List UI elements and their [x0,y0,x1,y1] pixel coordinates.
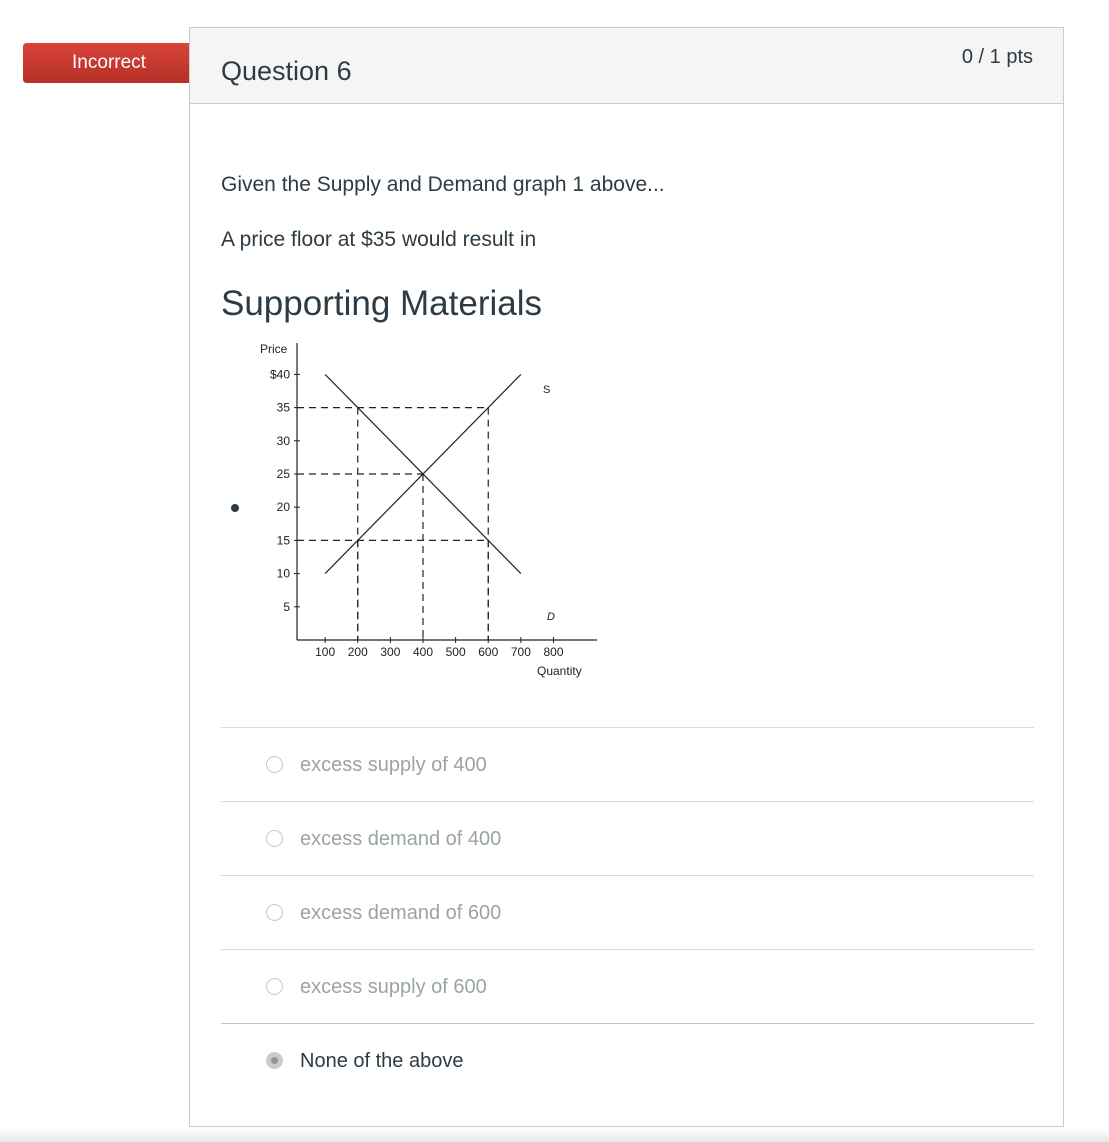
incorrect-badge [23,43,213,83]
y-tick-label: $40 [269,367,290,382]
answer-label: excess supply of 600 [300,976,487,998]
y-tick-label: 10 [276,566,290,581]
answer-label: excess demand of 600 [300,902,502,924]
answer-label: None of the above [300,1050,464,1072]
supporting-materials-title: Supporting Materials [221,284,542,323]
badge-label: Incorrect [72,52,146,73]
y-tick-label: 15 [276,533,290,548]
answer-radio[interactable] [266,756,283,773]
x-tick-label: 800 [543,645,564,659]
supply-demand-graph [252,338,612,678]
answer-label: excess demand of 400 [300,828,502,850]
x-tick-label: 600 [478,645,499,659]
x-axis-label: Quantity [537,664,582,678]
question-title: Question 6 [221,56,352,86]
answer-label: excess supply of 400 [300,754,487,776]
answer-option[interactable] [221,949,1034,1023]
answer-list [221,727,1034,1097]
list-bullet [231,504,239,512]
answer-radio[interactable] [266,978,283,995]
x-tick-label: 300 [380,645,401,659]
y-tick-label: 25 [276,467,290,481]
answer-radio[interactable] [266,830,283,847]
y-tick-label: 20 [276,500,290,515]
answer-option[interactable] [221,727,1034,801]
answer-radio[interactable] [266,1052,283,1069]
y-tick-label: 35 [276,400,290,415]
x-tick-label: 200 [347,645,368,659]
answer-option[interactable] [221,801,1034,875]
question-card [189,27,1064,1127]
x-tick-label: 400 [412,645,434,659]
question-header [190,28,1063,104]
question-text-line1: Given the Supply and Demand graph 1 above... [221,173,665,196]
demand-label: D [547,611,555,623]
answer-radio[interactable] [266,904,283,921]
question-points: 0 / 1 pts [961,46,1033,68]
y-tick-label: 5 [283,599,290,614]
answer-option[interactable] [221,1023,1034,1097]
supply-label: S [543,384,551,396]
answer-option[interactable] [221,875,1034,949]
x-tick-label: 100 [315,645,336,659]
x-tick-label: 700 [510,645,531,659]
y-axis-label: Price [260,342,288,356]
x-tick-label: 500 [445,645,466,659]
question-text-line2: A price floor at $35 would result in [221,228,537,251]
page-bottom-edge [0,1128,1109,1142]
y-tick-label: 30 [276,433,290,448]
